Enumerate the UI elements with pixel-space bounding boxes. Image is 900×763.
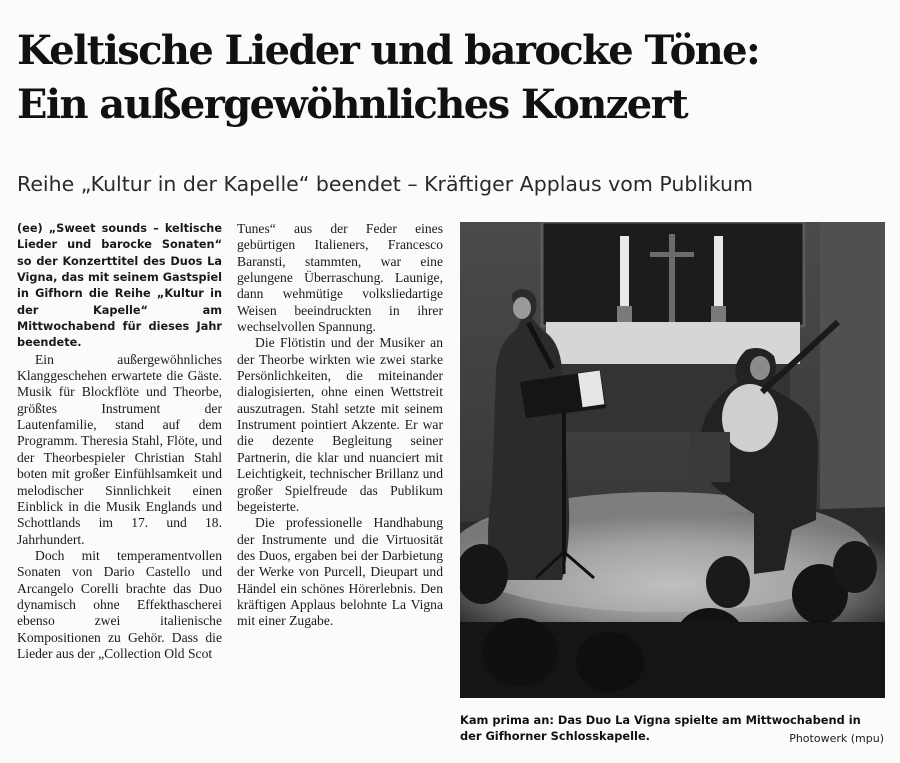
theorbo-body [722,384,778,452]
audience-head [706,556,750,608]
photo-credit: Photowerk (mpu) [789,732,884,745]
body-paragraph: Die professionelle Handhabung der Instrumente und die Virtuosität des Duos, ergaben bei der Darbietung der Werke von Purcell, Dieupart und Händel ein schönes Hörerlebnis. Den kräftigen Applaus belohnte La Vigna mit einer Zugabe. [237,515,443,629]
lutenist-face [750,356,770,380]
candle-left [620,236,629,308]
altar-cross-horizontal [650,252,694,257]
article-column-1 [17,221,222,662]
body-paragraph: Ein außergewöhnliches Klanggeschehen erwartete die Gäste. Musik für Blockflöte und Theorbe, größtes Instrument der Lautenfamilie, stand auf dem Programm. Theresia Stahl, Flöte, und der Theorbespieler Christian Stahl boten mit großer Einfühlsamkeit und melodischer Sinnlichkeit einen Einblick in die Musik Englands und Schottlands im 17. und 18. Jahrhundert. [17,351,222,547]
concert-photo [460,222,885,698]
lead-paragraph: (ee) „Sweet sounds – keltische Lieder und barocke Sonaten“ so der Konzerttitel des Duos La Vigna, das mit seinem Gastspiel in Gifhorn die Reihe „Kultur in der Kapelle“ am Mittwochabend für dieses Jahr beendete. [17,222,222,350]
altar-cross-vertical [669,234,675,326]
music-sheet [578,370,605,407]
headline-line-2: Ein außergewöhnliches Konzert [17,81,687,128]
candle-right [714,236,723,308]
body-paragraph: Doch mit temperamentvollen Sonaten von Dario Castello und Arcangelo Corelli brachte das Duo dynamisch ohne Effekthascherei ebenso zwei italienische Kompositionen zu Gehör. Dass die Lieder aus der „Collection Old Scot [17,547,222,661]
audience-head [576,632,644,692]
headline-line-1: Keltische Lieder und barocke Töne: [17,27,760,74]
article-column-2 [237,221,443,630]
pillar-right [820,222,885,542]
chair [690,432,730,482]
audience-head [482,618,558,686]
photo-caption: Kam prima an: Das Duo La Vigna spielte am Mittwochabend in der Gifhorner Schlosskapelle. [460,713,861,743]
body-paragraph: Tunes“ aus der Feder eines gebürtigen Italieners, Francesco Baransti, stammten, war eine gelungene Überraschung. Launige, dann wehmütige volksliedartige Weisen beeindruckten in ihrer wechselvollen Spannung. [237,221,443,335]
body-paragraph: Die Flötistin und der Musiker an der Theorbe wirkten wie zwei starke Persönlichkeiten, die miteinander dialogisierten, ohne einen Wettstreit auszutragen. Stahl setzte mit seinem Instrument pointiert Akzente. Er war die dezente Begleitung seiner Partnerin, die klar und nuanciert mit Leichtigkeit, technischer Brillanz und großer Spielfreude das Publikum begeisterte. [237,335,443,514]
headline [17,24,887,132]
subheadline: Reihe „Kultur in der Kapelle“ beendet – Kräftiger Applaus vom Publikum [17,172,753,196]
flutist-face [513,297,531,319]
audience-head [833,541,877,593]
